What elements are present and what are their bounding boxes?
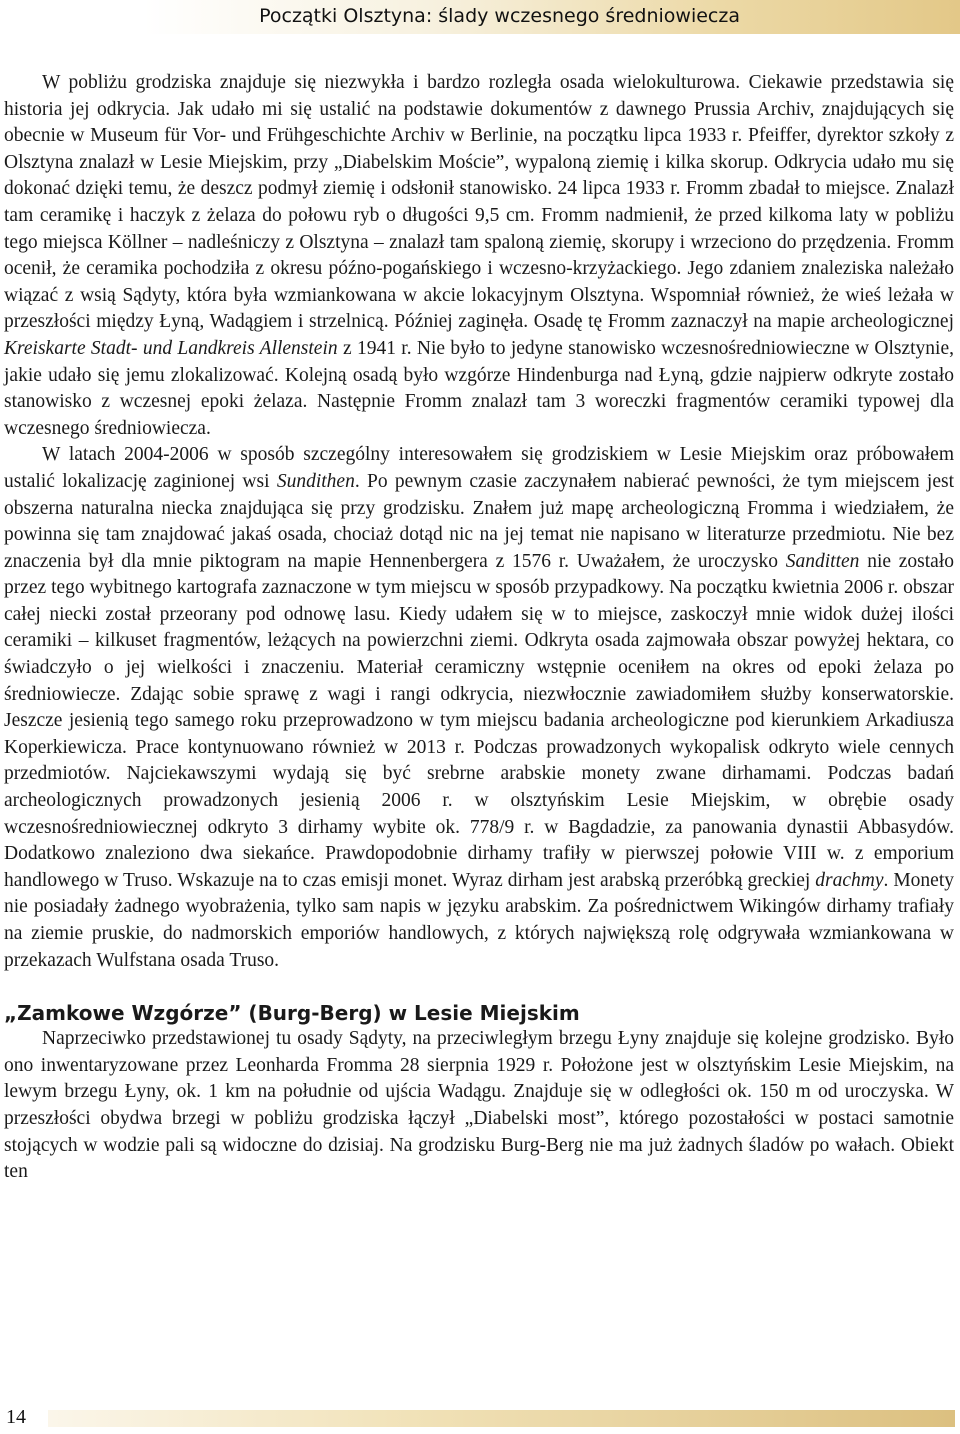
paragraph-1-text-continued: z 1941 r. Nie było to jedyne stanowisko wczesnośredniowieczne w Olsztynie, jakie udało się jemu zlokalizować. Kolejną osadą było wzgórze Hindenburga nad Łyną, gdzie najpierw odkryte zostało stanowisko z wczesnej epoki żelaza. Następnie Fromm znalazł tam 3 woreczki fragmentów ceramiki typowej dla wczesnego średniowiecza. xyxy=(4,337,954,439)
map-title-italic: Kreiskarte Stadt- und Landkreis Allenstein xyxy=(4,337,338,359)
footer-decorative-bar xyxy=(48,1410,955,1427)
paragraph-2 xyxy=(4,442,954,974)
paragraph-2-text-continued-3: . Monety nie posiadały żadnego wyobrażenia, tylko sam napis w języku arabskim. Za pośrednictwem Wikingów dirhamy trafiały na ziemie pruskie, do nadmorskich emporiów handlowych, z których największą rolę odgrywała wzmiankowana w przekazach Wulfstana osada Truso. xyxy=(4,869,954,971)
section-heading: „Zamkowe Wzgórze” (Burg-Berg) w Lesie Miejskim xyxy=(4,1001,580,1026)
village-name-italic: Sundithen xyxy=(276,470,355,492)
section-paragraph: Naprzeciwko przedstawionej tu osady Sądyty, na przeciwległym brzegu Łyny znajduje się kolejne grodzisko. Było ono inwentaryzowane przez Leonharda Fromma 28 sierpnia 1929 r. Położone jest w olsztyńskim Lesie Miejskim, na lewym brzegu Łyny, ok. 1 km na południe od ujścia Wadągu. Znajduje się w odległości ok. 150 m od uroczyska. W przeszłości obydwa brzegi w pobliżu grodziska łączył „Diabelski most”, którego pozostałości w postaci samotnie stojących w wodzie pali są widoczne do dzisiaj. Na grodzisku Burg-Berg nie ma już żadnych śladów po wałach. Obiekt ten xyxy=(4,1028,954,1183)
paragraph-2-text-continued-2: nie zostało przez tego wybitnego kartografa zaznaczone w tym miejscu w sposób przypadkowy. Na początku kwietnia 2006 r. obszar całej niecki został przeorany pod odnowę lasu. Kiedy udałem się w to miejsce, zaskoczył mnie widok dużej ilości ceramiki – kilkuset fragmentów, leżących na powierzchni ziemi. Odkryta osada zajmowała obszar powyżej hektara, co świadczyło o jej wielkości i znaczeniu. Materiał ceramiczny wstępnie oceniłem na okres od epoki żelaza po średniowiecze. Zdając sobie sprawę z wagi i rangi odkrycia, niezwłocznie zawiadomiłem służby konserwatorskie. Jeszcze jesienią tego samego roku przeprowadzono w tym miejscu badania archeologiczne pod kierunkiem Arkadiusza Koperkiewicza. Prace kontynuowano również w 2013 r. Podczas prowadzonych wykopalisk odkryto wiele cennych przedmiotów. Najciekawszymi wydają się być srebrne arabskie monety zwane dirhamami. Podczas badań archeologicznych prowadzonych jesienią 2006 r. w olsztyńskim Lesie Miejskim, w obrębie osady wczesnośredniowiecznej odkryto 3 dirhamy wybite ok. 778/9 r. w Bagdadzie, za panowania dynastii Abbasydów. Dodatkowo znaleziono dwa siekańce. Prawdopodobnie dirhamy trafiły w pierwszej połowie VIII w. z emporium handlowego w Truso. Wskazuje na to czas emisji monet. Wyraz dirham jest arabską przeróbką greckiej xyxy=(4,550,955,891)
paragraph-2-text: W latach 2004-2006 w sposób szczególny interesowałem się grodziskiem w Lesie Miejskim oraz próbowałem ustalić lokalizację zaginionej wsi xyxy=(4,444,954,492)
paragraph-2-text-continued: . Po pewnym czasie zaczynałem nabierać pewności, że tym miejscem jest obszerna naturalna niecka znajdująca się przy grodzisku. Znałem już mapę archeologiczną Fromma i wiedziałem, że powinna się tam znajdować jakaś osada, chociaż dotąd nic na jej temat nie napisano w literaturze przedmiotu. Nie bez znaczenia był dla mnie piktogram na mapie Hennenbergera z 1576 r. Uważałem, że uroczysko xyxy=(4,470,955,572)
place-name-italic: Sanditten xyxy=(785,550,860,572)
article-body xyxy=(4,70,954,1186)
running-header xyxy=(0,0,960,34)
running-header-title: Początki Olsztyna: ślady wczesnego średniowiecza xyxy=(259,5,740,27)
page-number: 14 xyxy=(6,1406,26,1428)
paragraph-1 xyxy=(4,70,954,442)
paragraph-1-text: W pobliżu grodziska znajduje się niezwykła i bardzo rozległa osada wielokulturowa. Ciekawie przedstawia się historia jej odkrycia. Jak udało mi się ustalić na podstawie dokumentów z dawnego Prussia Archiv, znajdujących się obecnie w Museum für Vor- und Frühgeschichte Archiv w Berlinie, na początku lipca 1933 r. Pfeiffer, dyrektor szkoły z Olsztyna znalazł w Lesie Miejskim, przy „Diabelskim Moście”, wypaloną ziemię i kilka skorup. Odkrycia udało mu się dokonać dzięki temu, że deszcz podmył ziemię i odsłonił stanowisko. 24 lipca 1933 r. Fromm zbadał to miejsce. Znalazł tam ceramikę i haczyk z żelaza do połowu ryb o długości 9,5 cm. Fromm nadmienił, że przed kilkoma laty w pobliżu tego miejsca Köllner – nadleśniczy z Olsztyna – znalazł tam spaloną ziemię, skorupy i wrzeciono do przędzenia. Fromm ocenił, że ceramika pochodziła z okresu późno-pogańskiego i wczesno-krzyżackiego. Jego zdaniem znaleziska należało wiązać z wsią Sądyty, która była wzmiankowana w akcie lokacyjnym Olsztyna. Wspomniał również, że wieś leżała w przeszłości między Łyną, Wadągiem i strzelnicą. Później zaginęła. Osadę tę Fromm zaznaczył na mapie archeologicznej xyxy=(4,72,954,333)
drachma-italic: drachmy xyxy=(815,869,884,891)
